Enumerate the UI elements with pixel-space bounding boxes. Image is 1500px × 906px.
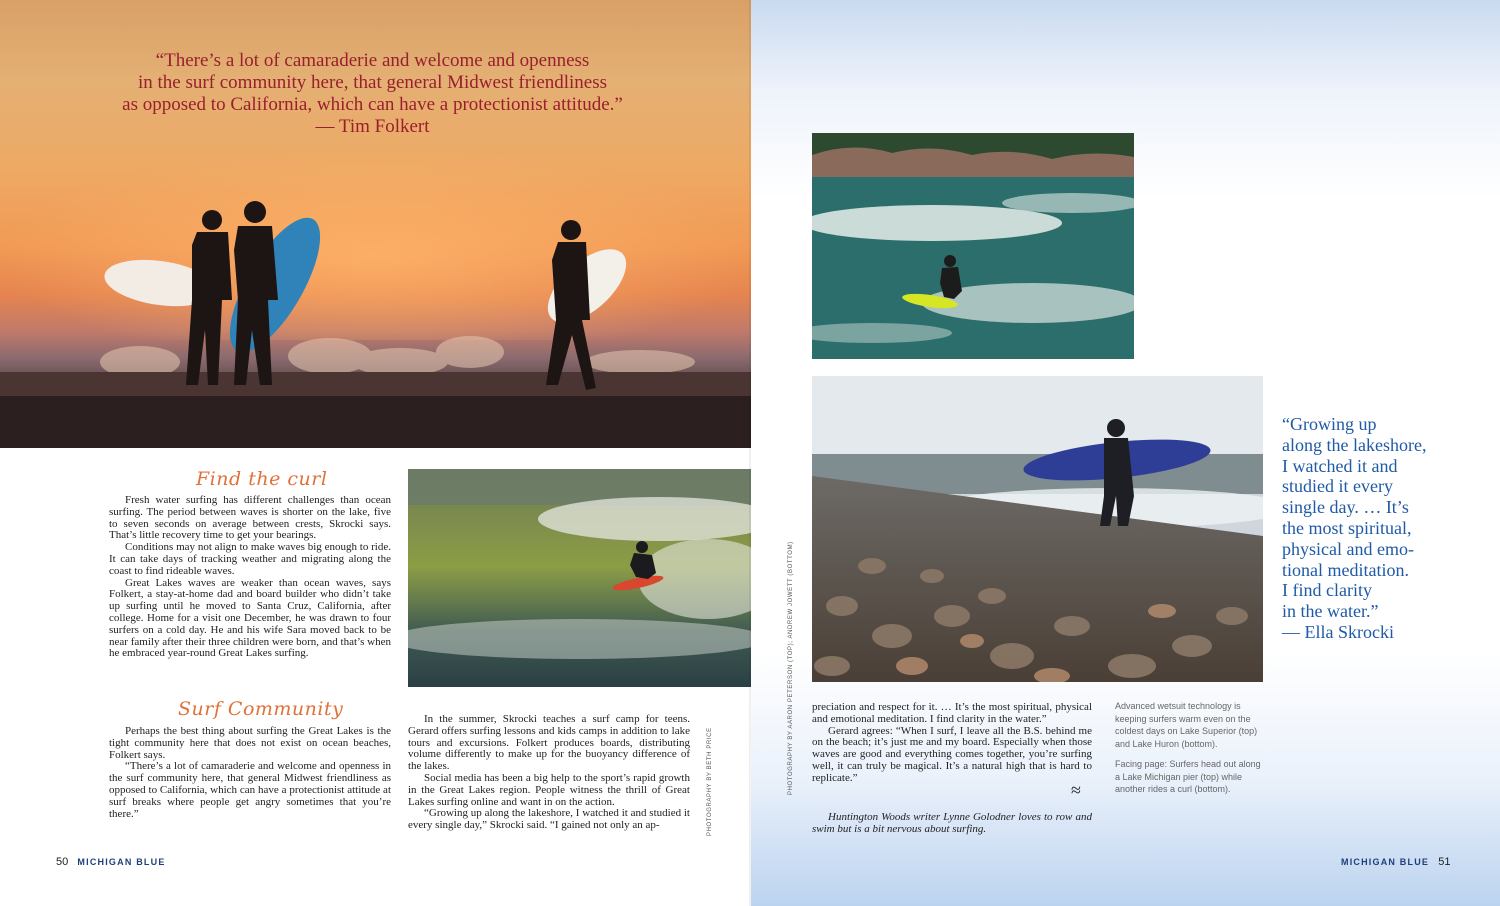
caption-facing-page: Facing page: Surfers head out along a Lake Michigan pier (top) while another rides a curl (bottom). (1115, 759, 1261, 794)
body-paragraph: Perhaps the best thing about surfing the Great Lakes is the tight community here that does not exist on ocean beaches, Folkert says. (109, 725, 391, 761)
side-quote-line: tional meditation. (1282, 559, 1409, 580)
body-paragraph: Fresh water surfing has different challenges than ocean surfing. The period between waves is shorter on the lake, five to seven seconds on average between crests, Skrocki says. That’s little recovery time to get your bearings. (109, 494, 391, 542)
side-quote-line: studied it every (1282, 476, 1393, 497)
body-paragraph: Gerard agrees: “When I surf, I leave all the B.S. behind me on the beach; it’s just me and my board. Especially when those waves are good and everything comes together, you’re surfing well, it can truly be magical. It’s a natural high that is hard to replicate.” (812, 724, 1092, 784)
curl-photo-illustration (408, 469, 751, 687)
magazine-name: MICHIGAN BLUE (77, 857, 166, 867)
body-paragraph: In the summer, Skrocki teaches a surf camp for teens. Gerard offers surfing lessons and kids camps in addition to lake tours and excursions. Folkert produces boards, distributing volume differently to make up for the buoyancy difference of the lakes. (408, 713, 690, 773)
side-quote-line: physical and emo- (1282, 538, 1414, 559)
hero-quote-line: as opposed to California, which can have a protectionist attitude.” (122, 94, 623, 115)
page-number: 51 (1438, 856, 1451, 868)
hero-quote-attribution: — Tim Folkert (315, 116, 430, 137)
page-number: 50 (56, 856, 69, 868)
article-column-2 (408, 714, 690, 832)
body-paragraph: “There’s a lot of camaraderie and welcome and openness in the surf community here, that general Midwest friendliness as opposed to California, which can have a protectionist attitude at surf breaks where people get angry sometimes that you’re there.” (109, 760, 391, 820)
article-column-3 (812, 702, 1092, 785)
side-quote-attribution: — Ella Skrocki (1282, 621, 1394, 642)
article-column-1-top (109, 495, 391, 660)
hero-quote-line: “There’s a lot of camaraderie and welcome and openness (155, 50, 590, 71)
body-paragraph: Great Lakes waves are weaker than ocean waves, says Folkert, a stay-at-home dad and board builder who didn’t take up surfing until he moved to Santa Cruz, California, after college. Home for a visit one December, he was drawn to four surfers on a cold day. He and his wife Sara moved back to be near family after their three children were born, and that’s when he embraced year-round Great Lakes surfing. (109, 576, 391, 660)
body-paragraph: Conditions may not align to make waves big enough to ride. It can take days of tracking weather and migrating along the coast to find rideable waves. (109, 541, 391, 577)
side-quote-line: in the water.” (1282, 601, 1379, 622)
photo-lake-superior-surfer (812, 133, 1134, 359)
folio-right (1341, 856, 1451, 868)
section-heading-find-the-curl: Find the curl (196, 468, 328, 490)
author-bio-text: Huntington Woods writer Lynne Golodner loves to row and swim but is a bit nervous about surfing. (812, 811, 1092, 835)
side-quote-line: I watched it and (1282, 455, 1398, 476)
side-quote-line: the most spiritual, (1282, 517, 1412, 538)
photo-lake-huron-surfer (812, 376, 1263, 682)
article-end-mark: ≈ (1071, 780, 1081, 800)
side-pull-quote (1282, 414, 1472, 643)
folio-left (56, 856, 166, 868)
article-column-1-bottom (109, 726, 391, 820)
author-bio (812, 812, 1092, 836)
photo-credit-left: PHOTOGRAPHY BY BETH PRICE (707, 727, 713, 836)
photo-captions (1115, 700, 1265, 804)
body-paragraph: Social media has been a big help to the sport’s rapid growth in the Great Lakes region. People witness the thrill of Great Lakes surfing online and want in on the action. (408, 771, 690, 808)
side-quote-line: I find clarity (1282, 580, 1372, 601)
body-paragraph: “Growing up along the lakeshore, I watched it and studied it every single day,” Skrocki said. “I gained not only an ap- (408, 807, 690, 832)
hero-photo-surfers-on-pier (0, 0, 751, 448)
body-paragraph: preciation and respect for it. … It’s the most spiritual, physical and emotional meditation. I find clarity in the water.” (812, 701, 1092, 725)
hero-pull-quote (95, 50, 650, 138)
section-heading-surf-community: Surf Community (178, 698, 344, 720)
hero-quote-line: in the surf community here, that general Midwest friendliness (137, 72, 608, 93)
superior-photo-illustration (812, 133, 1134, 359)
caption-this-page: Advanced wetsuit technology is keeping surfers warm even on the coldest days on Lake Superior (top) and Lake Huron (bottom). (1115, 701, 1258, 749)
magazine-name: MICHIGAN BLUE (1341, 857, 1430, 867)
photo-surfer-riding-curl (408, 469, 751, 687)
huron-photo-illustration (812, 376, 1263, 682)
side-quote-line: single day. … It’s (1282, 497, 1409, 518)
side-quote-line: “Growing up (1282, 414, 1377, 434)
side-quote-line: along the lakeshore, (1282, 434, 1427, 455)
photo-credit-right: PHOTOGRAPHY BY AARON PETERSON (TOP); ANDREW JOWETT (BOTTOM) (788, 541, 794, 795)
